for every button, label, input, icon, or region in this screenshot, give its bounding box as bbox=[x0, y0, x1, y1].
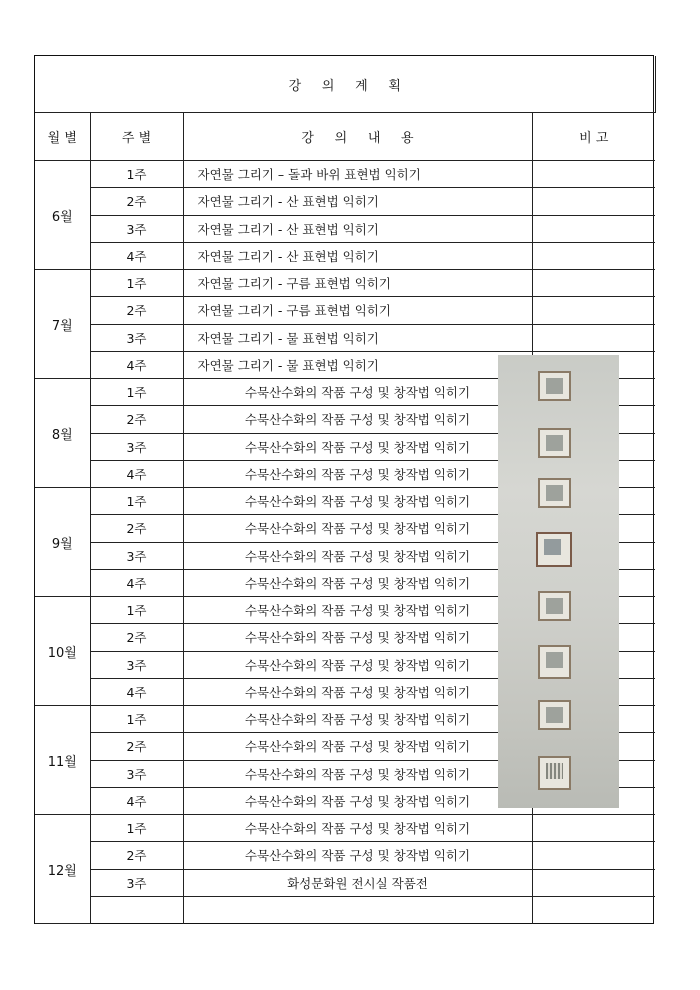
note-cell bbox=[532, 270, 655, 297]
artwork-frame bbox=[538, 591, 571, 621]
week-cell: 3주 bbox=[90, 760, 183, 787]
artwork-frame bbox=[536, 532, 572, 567]
note-cell bbox=[532, 161, 655, 188]
week-cell: 4주 bbox=[90, 460, 183, 487]
content-cell: 수묵산수화의 작품 구성 및 창작법 익히기 bbox=[183, 706, 532, 733]
week-cell: 2주 bbox=[90, 406, 183, 433]
content-cell: 수묵산수화의 작품 구성 및 창작법 익히기 bbox=[183, 842, 532, 869]
content-cell: 수묵산수화의 작품 구성 및 창작법 익히기 bbox=[183, 624, 532, 651]
artwork-frame bbox=[538, 478, 571, 508]
table-row bbox=[35, 215, 655, 242]
plan-title: 강 의 계 획 bbox=[35, 56, 655, 113]
week-cell: 3주 bbox=[90, 215, 183, 242]
content-cell: 수묵산수화의 작품 구성 및 창작법 익히기 bbox=[183, 569, 532, 596]
artwork-frame bbox=[538, 645, 571, 679]
content-cell: 수묵산수화의 작품 구성 및 창작법 익히기 bbox=[183, 787, 532, 814]
note-cell bbox=[532, 324, 655, 351]
table-row bbox=[35, 161, 655, 188]
table-row bbox=[35, 815, 655, 842]
week-cell: 4주 bbox=[90, 242, 183, 269]
table-row bbox=[35, 242, 655, 269]
table-row bbox=[35, 842, 655, 869]
week-cell: 3주 bbox=[90, 651, 183, 678]
artwork-frame bbox=[538, 428, 571, 458]
note-cell bbox=[532, 815, 655, 842]
week-cell: 4주 bbox=[90, 569, 183, 596]
week-cell: 1주 bbox=[90, 488, 183, 515]
week-cell: 2주 bbox=[90, 842, 183, 869]
content-cell: 수묵산수화의 작품 구성 및 창작법 익히기 bbox=[183, 488, 532, 515]
week-cell: 1주 bbox=[90, 161, 183, 188]
week-cell: 1주 bbox=[90, 815, 183, 842]
content-cell: 화성문화원 전시실 작품전 bbox=[183, 869, 532, 896]
month-cell: 7월 bbox=[35, 270, 90, 379]
content-cell: 수묵산수화의 작품 구성 및 창작법 익히기 bbox=[183, 651, 532, 678]
week-cell: 2주 bbox=[90, 297, 183, 324]
note-cell bbox=[532, 215, 655, 242]
week-cell: 2주 bbox=[90, 188, 183, 215]
content-cell: 수묵산수화의 작품 구성 및 창작법 익히기 bbox=[183, 515, 532, 542]
note-cell bbox=[532, 896, 655, 923]
content-cell: 수묵산수화의 작품 구성 및 창작법 익히기 bbox=[183, 460, 532, 487]
week-cell: 3주 bbox=[90, 869, 183, 896]
content-cell: 수묵산수화의 작품 구성 및 창작법 익히기 bbox=[183, 433, 532, 460]
content-cell: 자연물 그리기 - 구름 표현법 익히기 bbox=[183, 270, 532, 297]
exhibition-photo bbox=[498, 355, 619, 808]
week-cell: 4주 bbox=[90, 787, 183, 814]
month-cell: 9월 bbox=[35, 488, 90, 597]
week-cell: 1주 bbox=[90, 379, 183, 406]
month-cell: 11월 bbox=[35, 706, 90, 815]
note-cell bbox=[532, 842, 655, 869]
content-cell: 자연물 그리기 - 물 표현법 익히기 bbox=[183, 351, 532, 378]
content-cell: 자연물 그리기 - 구름 표현법 익히기 bbox=[183, 297, 532, 324]
content-cell: 수묵산수화의 작품 구성 및 창작법 익히기 bbox=[183, 815, 532, 842]
header-month: 월 별 bbox=[35, 113, 90, 161]
table-row bbox=[35, 297, 655, 324]
content-cell: 자연물 그리기 - 산 표현법 익히기 bbox=[183, 242, 532, 269]
week-cell: 4주 bbox=[90, 678, 183, 705]
week-cell bbox=[90, 896, 183, 923]
header-note: 비 고 bbox=[532, 113, 655, 161]
week-cell: 4주 bbox=[90, 351, 183, 378]
content-cell: 수묵산수화의 작품 구성 및 창작법 익히기 bbox=[183, 678, 532, 705]
artwork-frame bbox=[538, 371, 571, 401]
week-cell: 1주 bbox=[90, 597, 183, 624]
table-row bbox=[35, 896, 655, 923]
week-cell: 2주 bbox=[90, 515, 183, 542]
content-cell: 수묵산수화의 작품 구성 및 창작법 익히기 bbox=[183, 760, 532, 787]
week-cell: 1주 bbox=[90, 270, 183, 297]
week-cell: 3주 bbox=[90, 324, 183, 351]
note-cell bbox=[532, 869, 655, 896]
content-cell: 수묵산수화의 작품 구성 및 창작법 익히기 bbox=[183, 542, 532, 569]
note-cell bbox=[532, 242, 655, 269]
table-row bbox=[35, 324, 655, 351]
week-cell: 2주 bbox=[90, 733, 183, 760]
content-cell: 자연물 그리기 - 물 표현법 익히기 bbox=[183, 324, 532, 351]
month-cell: 10월 bbox=[35, 597, 90, 706]
week-cell: 2주 bbox=[90, 624, 183, 651]
table-row bbox=[35, 188, 655, 215]
week-cell: 3주 bbox=[90, 433, 183, 460]
week-cell: 3주 bbox=[90, 542, 183, 569]
note-cell bbox=[532, 297, 655, 324]
table-row bbox=[35, 869, 655, 896]
week-cell: 1주 bbox=[90, 706, 183, 733]
content-cell: 자연물 그리기 – 돌과 바위 표현법 익히기 bbox=[183, 161, 532, 188]
content-cell: 수묵산수화의 작품 구성 및 창작법 익히기 bbox=[183, 597, 532, 624]
header-content: 강 의 내 용 bbox=[183, 113, 532, 161]
content-cell bbox=[183, 896, 532, 923]
artwork-frame bbox=[538, 700, 571, 730]
table-row bbox=[35, 270, 655, 297]
header-week: 주 별 bbox=[90, 113, 183, 161]
content-cell: 수묵산수화의 작품 구성 및 창작법 익히기 bbox=[183, 406, 532, 433]
content-cell: 수묵산수화의 작품 구성 및 창작법 익히기 bbox=[183, 379, 532, 406]
month-cell: 6월 bbox=[35, 161, 90, 270]
content-cell: 자연물 그리기 - 산 표현법 익히기 bbox=[183, 188, 532, 215]
month-cell: 12월 bbox=[35, 815, 90, 924]
month-cell: 8월 bbox=[35, 379, 90, 488]
artwork-frame bbox=[538, 756, 571, 790]
content-cell: 수묵산수화의 작품 구성 및 창작법 익히기 bbox=[183, 733, 532, 760]
note-cell bbox=[532, 188, 655, 215]
content-cell: 자연물 그리기 - 산 표현법 익히기 bbox=[183, 215, 532, 242]
